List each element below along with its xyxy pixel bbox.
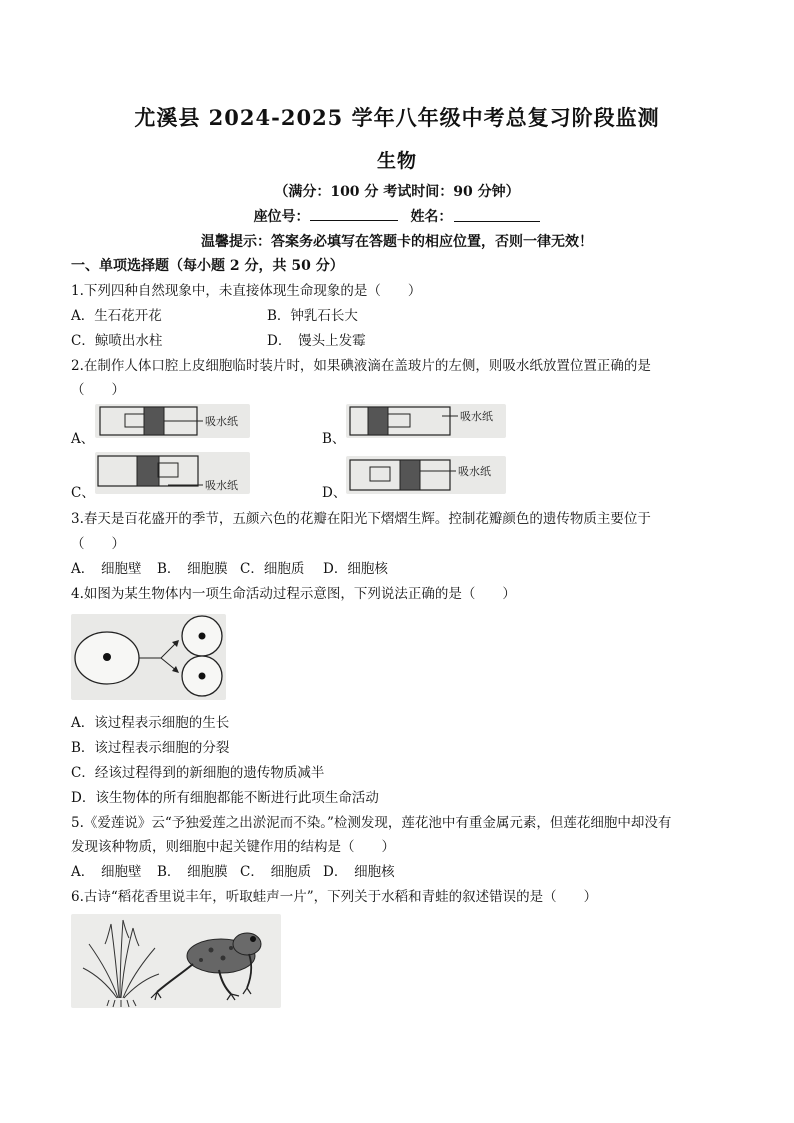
q1-option-b: B．钟乳石长大 bbox=[267, 308, 358, 324]
rice-plant-icon bbox=[83, 920, 159, 1007]
q2-figure-a bbox=[95, 404, 250, 438]
q2-a-paper-label: 吸水纸 bbox=[205, 415, 238, 428]
q5-option-c: C． 细胞质 bbox=[240, 864, 312, 880]
q2-stem-paren: （ ） bbox=[71, 382, 125, 398]
q4-option-c: C．经该过程得到的新细胞的遗传物质减半 bbox=[71, 765, 325, 781]
q6-stem: 6.古诗“稻花香里说丰年，听取蛙声一片”，下列关于水稻和青蛙的叙述错误的是（ ） bbox=[71, 889, 598, 905]
q5-option-d: D． 细胞核 bbox=[323, 864, 395, 880]
q1-option-a: A．生石花开花 bbox=[71, 308, 162, 324]
subject-title: 生物 bbox=[376, 150, 417, 172]
seat-blank bbox=[310, 208, 398, 221]
q2-c-paper-label: 吸水纸 bbox=[205, 479, 238, 492]
q2-option-b: B、 bbox=[322, 431, 346, 447]
rice-frog-illustration bbox=[71, 914, 281, 1008]
q3-stem-paren: （ ） bbox=[71, 536, 125, 552]
rice-frog-figure bbox=[71, 914, 281, 1008]
section-heading: 一、单项选择题（每小题 2 分，共 50 分） bbox=[71, 258, 344, 274]
q4-option-b: B．该过程表示细胞的分裂 bbox=[71, 740, 230, 756]
q5-stem-cont: 发现该种物质，则细胞中起关键作用的结构是（ ） bbox=[71, 839, 395, 855]
q5-option-a: A． 细胞壁 bbox=[71, 864, 142, 880]
q2-option-d: D、 bbox=[322, 485, 347, 501]
cell-division-figure bbox=[71, 614, 226, 700]
q2-option-c: C、 bbox=[71, 485, 95, 501]
q3-option-a: A． 细胞壁 bbox=[71, 561, 142, 577]
q3-option-b: B． 细胞膜 bbox=[157, 561, 228, 577]
q4-option-a: A．该过程表示细胞的生长 bbox=[71, 715, 230, 731]
warning-note: 温馨提示：答案务必填写在答题卡的相应位置，否则一律无效！ bbox=[201, 234, 593, 250]
q2-figure-b bbox=[346, 404, 506, 438]
q5-option-b: B． 细胞膜 bbox=[157, 864, 228, 880]
q2-b-paper-label: 吸水纸 bbox=[460, 410, 493, 423]
q1-option-d: D． 馒头上发霉 bbox=[267, 333, 366, 349]
q1-option-c: C．鲸喷出水柱 bbox=[71, 333, 163, 349]
cell-division-diagram bbox=[71, 614, 226, 700]
q2-d-paper-label: 吸水纸 bbox=[458, 465, 491, 478]
slide-diagram-d bbox=[346, 456, 506, 494]
frog-icon bbox=[151, 933, 261, 1000]
q3-option-c: C．细胞质 bbox=[240, 561, 305, 577]
seat-name-row bbox=[0, 206, 794, 226]
q5-stem: 5.《爱莲说》云“予独爱莲之出淤泥而不染。”检测发现，莲花池中有重金属元素，但莲花细胞中却没有 bbox=[71, 815, 672, 831]
name-label: 姓名： bbox=[410, 209, 453, 225]
name-blank bbox=[454, 212, 540, 222]
q4-option-d: D．该生物体的所有细胞都能不断进行此项生命活动 bbox=[71, 790, 379, 806]
q1-stem: 1.下列四种自然现象中，未直接体现生命现象的是（ ） bbox=[71, 283, 422, 299]
q2-stem: 2.在制作人体口腔上皮细胞临时装片时，如果碘液滴在盖玻片的左侧，则吸水纸放置位置正确的是 bbox=[71, 358, 651, 374]
q2-figure-d bbox=[346, 456, 506, 494]
q3-stem: 3.春天是百花盛开的季节，五颜六色的花瓣在阳光下熠熠生辉。控制花瓣颜色的遗传物质主要位于 bbox=[71, 511, 651, 527]
slide-diagram-b bbox=[346, 404, 506, 438]
q2-option-a: A、 bbox=[71, 431, 95, 447]
exam-title: 尤溪县 2024-2025 学年八年级中考总复习阶段监测 bbox=[134, 105, 660, 130]
score-time-info: （满分：100 分 考试时间：90 分钟） bbox=[274, 184, 520, 200]
q4-stem: 4.如图为某生物体内一项生命活动过程示意图，下列说法正确的是（ ） bbox=[71, 586, 516, 602]
slide-diagram-a bbox=[95, 404, 250, 438]
slide-diagram-c bbox=[95, 452, 250, 494]
q3-option-d: D．细胞核 bbox=[323, 561, 388, 577]
seat-label: 座位号： bbox=[253, 209, 310, 225]
q2-figure-c bbox=[95, 452, 250, 494]
